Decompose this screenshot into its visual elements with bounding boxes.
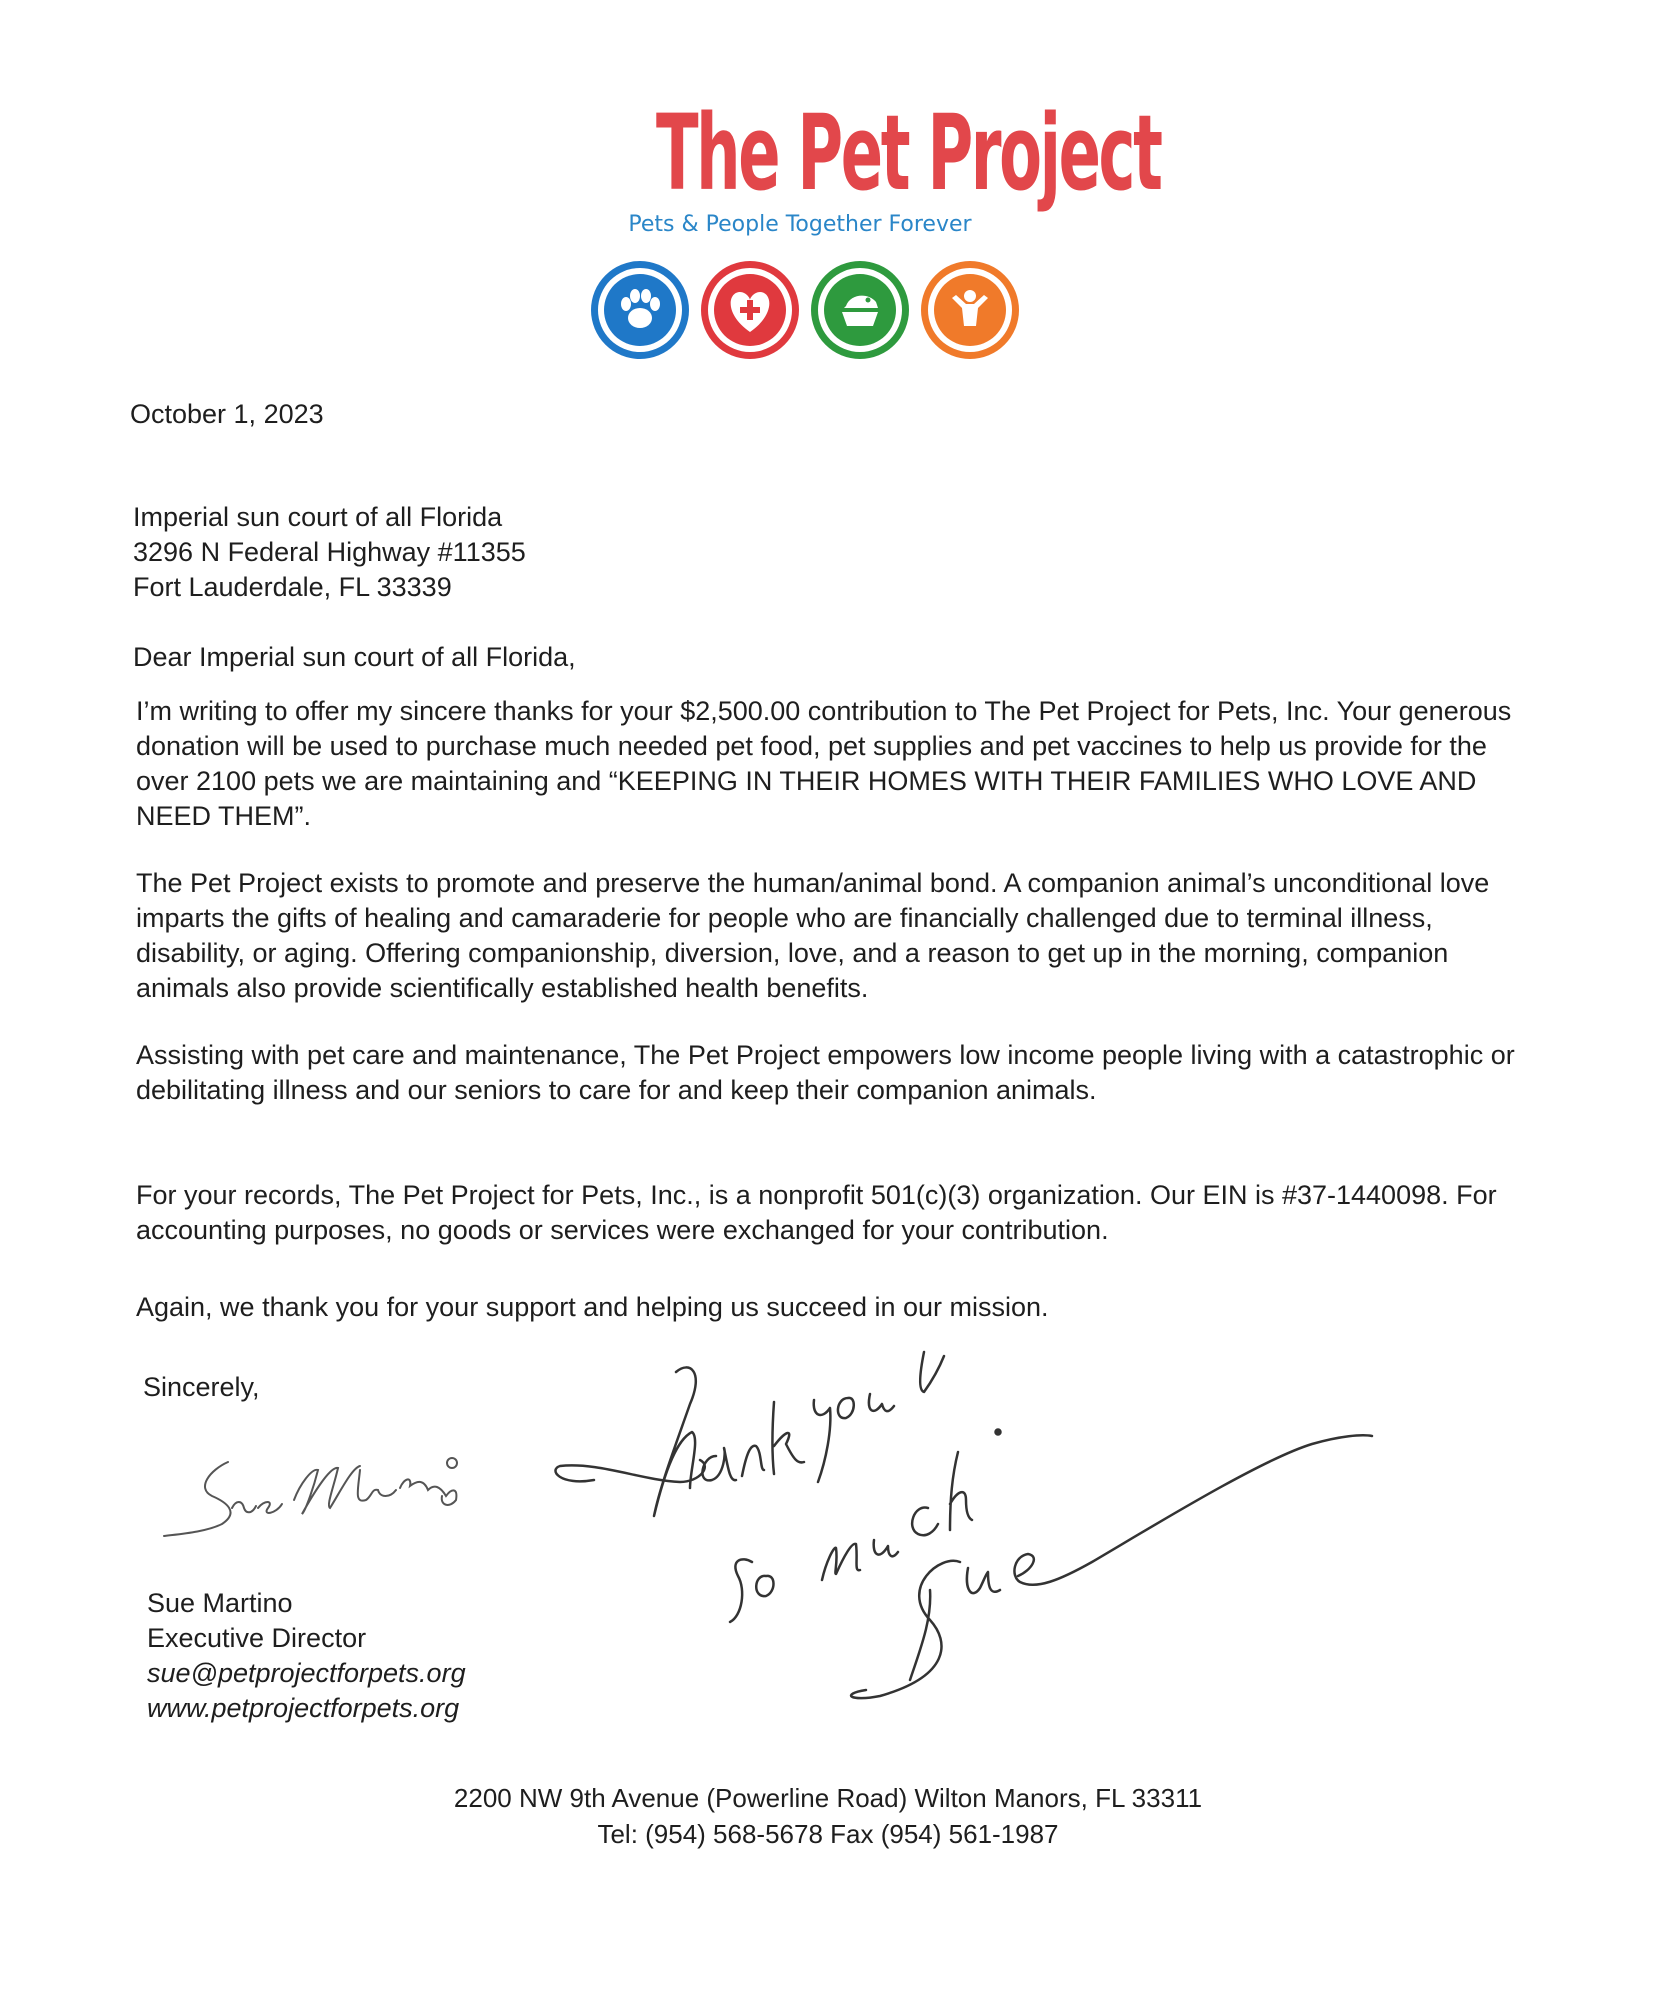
handwritten-note: [555, 1352, 1372, 1698]
salutation: Dear Imperial sun court of all Florida,: [133, 642, 576, 672]
signer-title: Executive Director: [147, 1623, 367, 1653]
footer-phones: Tel: (954) 568-5678 Fax (954) 561-1987: [597, 1819, 1059, 1849]
paragraph-assistance: Assisting with pet care and maintenance, The Pet Project empowers low income people living with a catastrophic or debilitating illness and our seniors to care for and keep their companion animals.: [136, 1040, 1515, 1105]
signer-email[interactable]: sue@petprojectforpets.org: [147, 1658, 466, 1688]
paragraph-thanks: I’m writing to offer my sincere thanks for your $2,500.00 contribution to The Pet Project for Pets, Inc. Your generous donation will be used to purchase much needed pet food, pet supplies and pet vaccines to help us provide for the over 2100 pets we are maintaining and “KEEPING IN THEIR HOMES WITH THEIR FAMILIES WHO LOVE AND NEED THEM”.: [136, 696, 1512, 831]
logo-tagline: Pets & People Together Forever: [628, 212, 972, 237]
signature-block: [147, 1586, 466, 1726]
footer: [328, 1780, 1328, 1852]
closing: Sincerely,: [143, 1372, 260, 1402]
signature: [164, 1458, 457, 1536]
recipient-street: 3296 N Federal Highway #11355: [133, 537, 526, 567]
footer-address: 2200 NW 9th Avenue (Powerline Road) Wilton Manors, FL 33311: [453, 1783, 1203, 1813]
paragraph-records: For your records, The Pet Project for Pets, Inc., is a nonprofit 501(c)(3) organization. Our EIN is #37-1440098. For accounting purposes, no goods or services were exchanged for your contribution.: [136, 1180, 1497, 1245]
recipient-city: Fort Lauderdale, FL 33339: [133, 572, 452, 602]
signer-website[interactable]: www.petprojectforpets.org: [147, 1693, 460, 1723]
recipient-name: Imperial sun court of all Florida: [133, 502, 503, 532]
paragraph-again: Again, we thank you for your support and helping us succeed in our mission.: [136, 1292, 1049, 1322]
paragraph-mission: The Pet Project exists to promote and preserve the human/animal bond. A companion animal’s unconditional love imparts the gifts of healing and camaraderie for people who are financially challenged due to terminal illness, disability, or aging. Offering companionship, diversion, love, and a reason to get up in the morning, companion animals also provide scientifically established health benefits.: [136, 868, 1490, 1003]
logo-title: The Pet Project: [656, 92, 1161, 214]
signer-name: Sue Martino: [147, 1588, 293, 1618]
letter-date: October 1, 2023: [130, 399, 324, 429]
